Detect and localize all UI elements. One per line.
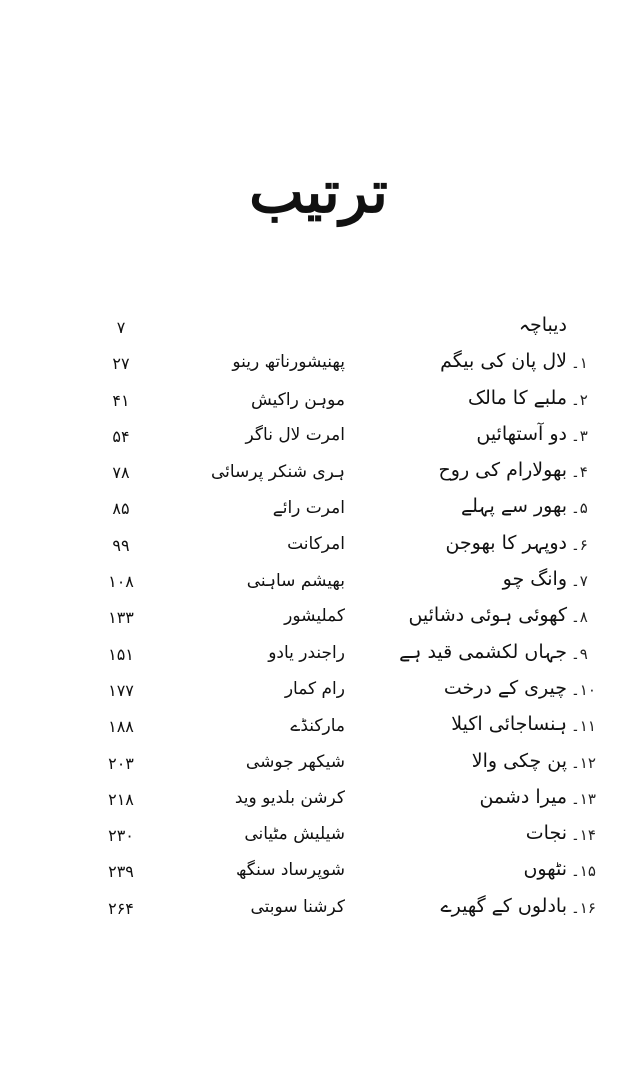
entry-number: ۱۳۔: [571, 789, 596, 808]
entry-title: دو آستھائیں: [476, 422, 567, 445]
entry-title: بادلوں کے گھیرے: [440, 894, 567, 917]
entry-author: امرت رائے: [272, 498, 345, 519]
entry-title: میرا دشمن: [479, 785, 567, 808]
toc-row: [0, 856, 637, 892]
toc-row: [0, 348, 637, 384]
toc-row: [0, 602, 637, 638]
entry-author: شیکھر جوشی: [245, 751, 345, 772]
entry-title: پن چکی والا: [471, 749, 567, 772]
entry-number: ۳۔: [571, 426, 588, 445]
entry-page-number: ۵۴: [112, 426, 130, 446]
entry-title: بھولارام کی روح: [438, 459, 567, 482]
entry-title: دوپہر کا بھوجن: [445, 531, 567, 554]
toc-row: [0, 639, 637, 675]
toc-row: [0, 675, 637, 711]
entry-title: نجات: [525, 822, 567, 845]
toc-row: [0, 711, 637, 747]
entry-page-number: ۱۵۱: [108, 644, 134, 664]
entry-number: ۱۰۔: [571, 680, 596, 699]
entry-page-number: ۲۳۰: [108, 826, 134, 846]
entry-title: نٹھوں: [523, 858, 567, 881]
entry-number: ۱۔: [571, 354, 588, 373]
entry-title: ملبے کا مالک: [467, 386, 567, 409]
entry-page-number: ۲۷: [112, 354, 130, 374]
entry-page-number: ۱۰۸: [108, 572, 134, 592]
entry-number: ۱۱۔: [571, 717, 596, 736]
table-of-contents: [0, 312, 637, 929]
entry-number: ۱۲۔: [571, 753, 596, 772]
entry-number: ۲۔: [571, 390, 588, 409]
entry-author: رام کمار: [284, 678, 345, 699]
entry-number: ۶۔: [571, 535, 588, 554]
entry-number: ۵۔: [571, 499, 588, 518]
entry-title: ہنساجائی اکیلا: [451, 713, 567, 736]
entry-number: ۱۶۔: [571, 898, 596, 917]
entry-number: ۹۔: [571, 644, 588, 663]
entry-page-number: ۴۱: [112, 390, 130, 410]
entry-page-number: ۲۶۴: [108, 898, 134, 918]
entry-author: شیلیش مٹیانی: [244, 824, 345, 845]
entry-page-number: ۲۳۹: [108, 862, 134, 882]
entry-author: موہن راکیش: [250, 389, 345, 410]
entry-number: ۸۔: [571, 608, 588, 627]
toc-row: [0, 312, 637, 348]
entry-author: ہری شنکر پرسائی: [210, 462, 345, 483]
entry-author: پھنیشورناتھ رینو: [232, 352, 345, 373]
entry-number: ۱۵۔: [571, 862, 596, 881]
entry-number: ۱۴۔: [571, 826, 596, 845]
entry-page-number: ۱۳۳: [108, 608, 134, 628]
toc-row: [0, 385, 637, 421]
toc-row: [0, 457, 637, 493]
entry-author: بھیشم ساہنی: [246, 571, 345, 592]
entry-author: امرت لال ناگر: [245, 424, 345, 445]
entry-title: کھوئی ہوئی دشائیں: [408, 604, 567, 627]
entry-title: بھور سے پہلے: [460, 495, 567, 518]
entry-page-number: ۱۸۸: [108, 717, 134, 737]
entry-page-number: ۲۱۸: [108, 789, 134, 809]
entry-author: مارکنڈے: [290, 716, 345, 737]
entry-title: چیری کے درخت: [443, 676, 567, 699]
entry-page-number: ۲۰۳: [108, 753, 134, 773]
entry-author: راجندر یادو: [268, 642, 345, 663]
entry-title: لال پان کی بیگم: [440, 350, 567, 373]
toc-row: [0, 748, 637, 784]
entry-author: امرکانت: [287, 533, 345, 554]
entry-page-number: ۸۵: [112, 499, 130, 519]
entry-page-number: ۱۷۷: [108, 680, 134, 700]
entry-page-number: ۷: [116, 318, 126, 337]
entry-title: وانگ چو: [502, 568, 567, 591]
entry-author: کملیشور: [284, 606, 345, 627]
toc-row: [0, 784, 637, 820]
entry-author: کرشنا سوبتی: [250, 896, 345, 917]
entry-number: ۴۔: [571, 463, 588, 482]
toc-row: [0, 820, 637, 856]
entry-page-number: ۹۹: [112, 535, 130, 555]
toc-row: [0, 493, 637, 529]
entry-title: دیباچہ: [518, 314, 567, 336]
toc-row: [0, 421, 637, 457]
entry-title: جہاں لکشمی قید ہے: [399, 640, 567, 663]
toc-row: [0, 566, 637, 602]
entry-page-number: ۷۸: [112, 463, 130, 483]
page-title: ترتیب: [249, 158, 388, 226]
toc-row: [0, 530, 637, 566]
entry-author: کرشن بلدیو وید: [234, 787, 345, 808]
entry-author: شوپرساد سنگھ: [235, 860, 345, 881]
toc-row: [0, 893, 637, 929]
entry-number: ۷۔: [571, 572, 588, 591]
